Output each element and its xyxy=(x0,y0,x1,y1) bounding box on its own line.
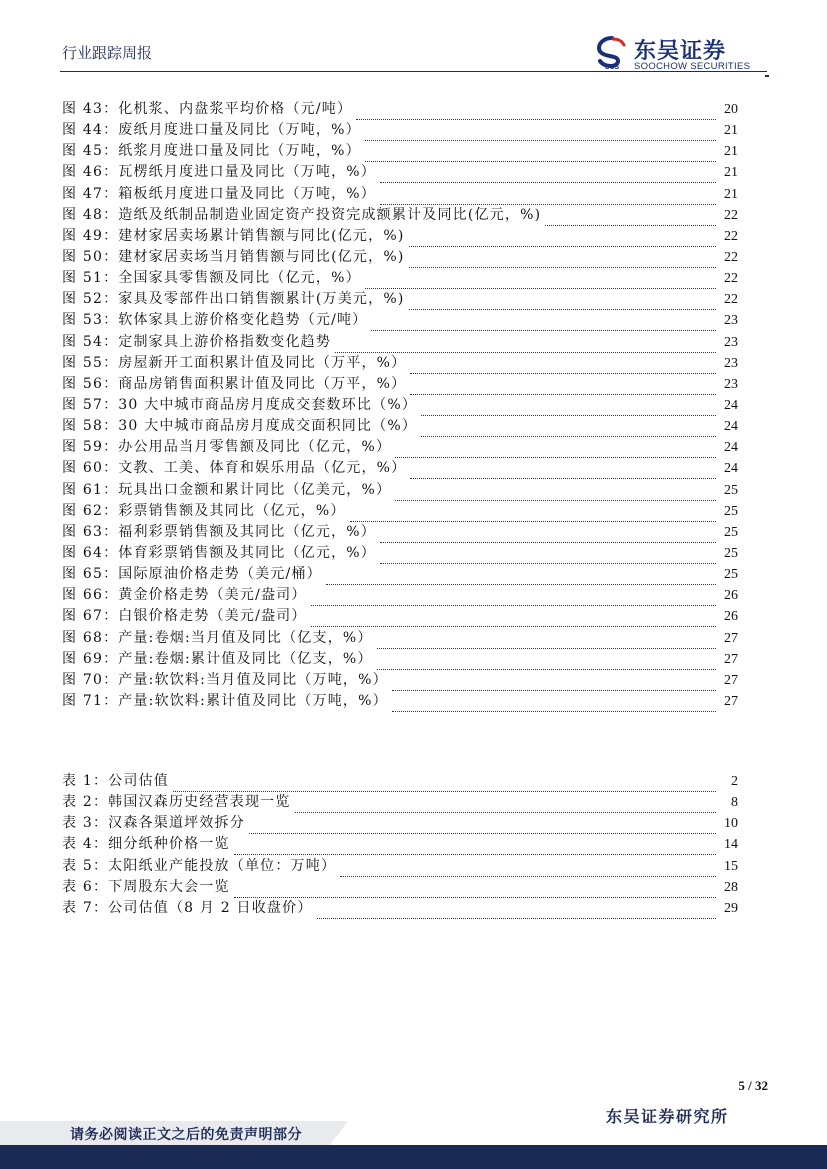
dot-leader xyxy=(380,549,716,564)
toc-table-entry[interactable] xyxy=(62,877,738,898)
toc-figure-entry-page: 23 xyxy=(724,376,738,392)
page-number: 5 / 32 xyxy=(738,1078,768,1093)
toc-figure-entry-label: 图 47：箱板纸月度进口量及同比（万吨，%） xyxy=(62,185,376,202)
toc-figure-entry-page: 22 xyxy=(724,292,738,308)
toc-figure-entry-page: 22 xyxy=(724,271,738,287)
toc-figure-entry-page: 23 xyxy=(724,355,738,371)
toc-figure-entry[interactable] xyxy=(62,226,738,247)
toc-figure-entry-label: 图 61：玩具出口金额和累计同比（亿美元，%） xyxy=(62,481,392,498)
toc-figure-entry-label: 图 48：造纸及纸制品制造业固定资产投资完成额累计及同比(亿元，%) xyxy=(62,206,542,223)
toc-figure-entry-label: 图 71：产量:软饮料:累计值及同比（万吨，%） xyxy=(62,692,388,709)
toc-figure-entry[interactable] xyxy=(62,395,738,416)
dot-leader xyxy=(350,507,716,522)
toc-figure-entry-label: 图 45：纸浆月度进口量及同比（万吨，%） xyxy=(62,143,361,160)
header-mark xyxy=(765,75,769,77)
toc-figure-entry-page: 22 xyxy=(724,207,738,223)
toc-figure-entry-page: 27 xyxy=(724,651,738,667)
dot-leader xyxy=(395,486,716,501)
toc-figure-entry-page: 27 xyxy=(724,630,738,646)
soochow-logo-icon xyxy=(596,36,628,70)
dot-leader xyxy=(335,338,716,353)
toc-figure-entry[interactable] xyxy=(62,141,738,162)
toc-figure-entry-page: 22 xyxy=(724,228,738,244)
toc-figure-entry-page: 26 xyxy=(724,588,738,604)
toc-table-entry-label: 表 5：太阳纸业产能投放（单位：万吨） xyxy=(62,857,337,874)
toc-figure-entry-page: 23 xyxy=(724,334,738,350)
toc-figure-entry-label: 图 64：体育彩票销售额及其同比（亿元，%） xyxy=(62,544,376,561)
toc-table-entry[interactable] xyxy=(62,856,738,877)
toc-figure-entry-label: 图 56：商品房销售面积累计值及同比（万平，%） xyxy=(62,375,407,392)
toc-figure-entry[interactable] xyxy=(62,374,738,395)
dot-leader xyxy=(311,612,716,627)
toc-table-entry-label: 表 6：下周股东大会一览 xyxy=(62,878,230,895)
dot-leader xyxy=(340,862,716,877)
toc-figure-entry-label: 图 50：建材家居卖场当月销售额与同比(亿元，%) xyxy=(62,248,405,265)
toc-figure-entry-label: 图 58：30 大中城市商品房月度成交面积同比（%） xyxy=(62,418,418,435)
toc-figure-entry[interactable] xyxy=(62,458,738,479)
toc-figure-entry-page: 21 xyxy=(724,123,738,139)
dot-leader xyxy=(409,253,717,268)
toc-figure-entry-page: 25 xyxy=(724,567,738,583)
dot-leader xyxy=(365,274,716,289)
dot-leader xyxy=(421,401,716,416)
dot-leader xyxy=(380,528,716,543)
dot-leader xyxy=(380,168,716,183)
toc-figure-entry[interactable] xyxy=(62,268,738,289)
toc-figure-entry[interactable] xyxy=(62,332,738,353)
toc-figure-entry-page: 25 xyxy=(724,503,738,519)
toc-figure-entry[interactable] xyxy=(62,205,738,226)
report-category: 行业跟踪周报 xyxy=(62,44,153,62)
toc-figure-entry-page: 24 xyxy=(724,419,738,435)
toc-figure-entry-page: 21 xyxy=(724,144,738,160)
dot-leader xyxy=(365,126,716,141)
toc-figure-entry-page: 25 xyxy=(724,545,738,561)
toc-figure-entry-label: 图 69：产量:卷烟:累计值及同比（亿支，%） xyxy=(62,650,373,667)
dot-leader xyxy=(365,147,716,162)
dot-leader xyxy=(377,634,716,649)
toc-figure-entry-label: 图 46：瓦楞纸月度进口量及同比（万吨，%） xyxy=(62,164,376,181)
toc-figure-entry-label: 图 43：化机浆、内盘浆平均价格（元/吨） xyxy=(62,101,353,117)
dot-leader xyxy=(410,464,716,479)
toc-figure-entry-label: 图 63：福利彩票销售额及其同比（亿元，%） xyxy=(62,523,376,540)
toc-figure-entry-label: 图 68：产量:卷烟:当月值及同比（亿支，%） xyxy=(62,629,373,646)
toc-figure-entry-label: 图 49：建材家居卖场累计销售额与同比(亿元，%) xyxy=(62,227,405,244)
toc-figure-entry-label: 图 62：彩票销售额及其同比（亿元，%） xyxy=(62,502,346,519)
disclaimer-banner-edge xyxy=(330,1121,348,1145)
header-divider xyxy=(60,71,767,72)
toc-figure-entry-label: 图 51：全国家具零售额及同比（亿元，%） xyxy=(62,270,361,287)
toc-figure-entry-page: 27 xyxy=(724,693,738,709)
toc-table-entry-page: 28 xyxy=(724,879,738,895)
dot-leader xyxy=(392,697,716,712)
toc-figure-entry[interactable] xyxy=(62,310,738,331)
toc-figure-entry[interactable] xyxy=(62,247,738,268)
toc-figure-entry[interactable] xyxy=(62,564,738,585)
toc-figure-entry-label: 图 55：房屋新开工面积累计值及同比（万平，%） xyxy=(62,354,407,371)
toc-table-entry-label: 表 7：公司估值（8 月 2 日收盘价） xyxy=(62,899,313,916)
toc-figure-entry[interactable] xyxy=(62,543,738,564)
dot-leader xyxy=(377,655,716,670)
toc-figure-entry-label: 图 53：软体家具上游价格变化趋势（元/吨） xyxy=(62,312,368,329)
toc-figure-entry-label: 图 59：办公用品当月零售额及同比（亿元，%） xyxy=(62,439,392,456)
toc-figure-entry-page: 25 xyxy=(724,524,738,540)
footer-bar xyxy=(0,1145,827,1169)
toc-figure-entry[interactable] xyxy=(62,522,738,543)
dot-leader xyxy=(295,798,716,813)
dot-leader xyxy=(545,211,716,226)
toc-figure-entry[interactable] xyxy=(62,416,738,437)
brand-name: 东吴证券 xyxy=(634,39,727,64)
toc-figure-entry-page: 23 xyxy=(724,313,738,329)
dot-leader xyxy=(249,819,716,834)
logo-mark-text: SCS xyxy=(604,64,620,70)
toc-table-entry-label: 表 4：细分纸种价格一览 xyxy=(62,836,230,853)
toc-figure-entry[interactable] xyxy=(62,628,738,649)
toc-figure-entry-page: 24 xyxy=(724,461,738,477)
toc-table-entry-page: 10 xyxy=(724,816,738,832)
dot-leader xyxy=(234,840,716,855)
toc-figure-entry[interactable] xyxy=(62,501,738,522)
toc-figure-entry[interactable] xyxy=(62,353,738,374)
dot-leader xyxy=(395,443,716,458)
dot-leader xyxy=(392,676,716,691)
toc-table-entry-label: 表 1：公司估值 xyxy=(62,773,169,789)
toc-figure-entry[interactable] xyxy=(62,184,738,205)
toc-figure-entry-label: 图 44：废纸月度进口量及同比（万吨，%） xyxy=(62,122,361,139)
dot-leader xyxy=(317,904,716,919)
toc-figure-entry-page: 20 xyxy=(724,102,738,117)
toc-table-entry-page: 29 xyxy=(724,900,738,916)
dot-leader xyxy=(234,883,716,898)
toc-table-entry[interactable] xyxy=(62,771,738,792)
toc-figure-entry-label: 图 60：文教、工美、体育和娱乐用品（亿元，%） xyxy=(62,460,407,477)
toc-figure-entry[interactable] xyxy=(62,120,738,141)
toc-figure-entry-page: 24 xyxy=(724,440,738,456)
toc-figure-entry-label: 图 54：定制家具上游价格指数变化趋势 xyxy=(62,333,332,350)
dot-leader xyxy=(371,316,716,331)
toc-figure-entry-label: 图 66：黄金价格走势（美元/盎司） xyxy=(62,587,307,604)
toc-figure-entry-page: 22 xyxy=(724,249,738,265)
toc-table-entry[interactable] xyxy=(62,898,738,919)
dot-leader xyxy=(409,232,717,247)
dot-leader xyxy=(410,380,716,395)
dot-leader xyxy=(380,190,716,205)
brand-logo xyxy=(596,36,768,72)
toc-figure-entry-page: 27 xyxy=(724,672,738,688)
toc-figure-entry-label: 图 52：家具及零部件出口销售额累计(万美元，%) xyxy=(62,291,405,308)
toc-figure-entry-label: 图 67：白银价格走势（美元/盎司） xyxy=(62,608,307,625)
toc-figure-entry[interactable] xyxy=(62,289,738,310)
toc-figure-entry[interactable] xyxy=(62,691,738,712)
toc-figure-entry[interactable] xyxy=(62,162,738,183)
toc-table-entry-page: 15 xyxy=(724,858,738,874)
toc-figure-entry[interactable] xyxy=(62,480,738,501)
figure-index xyxy=(62,99,738,712)
toc-figure-entry[interactable] xyxy=(62,585,738,606)
toc-table-entry[interactable] xyxy=(62,834,738,855)
disclaimer-banner xyxy=(0,1121,330,1145)
dot-leader xyxy=(409,295,717,310)
disclaimer-text: 请务必阅读正文之后的免责声明部分 xyxy=(70,1127,302,1143)
brand-name-en: SOOCHOW SECURITIES xyxy=(634,61,751,72)
toc-table-entry[interactable] xyxy=(62,792,738,813)
toc-table-entry-label: 表 2：韩国汉森历史经营表现一览 xyxy=(62,794,291,811)
dot-leader xyxy=(173,777,716,792)
table-index xyxy=(62,771,738,919)
toc-table-entry-page: 2 xyxy=(731,774,738,789)
toc-table-entry-page: 14 xyxy=(724,837,738,853)
dot-leader xyxy=(311,591,716,606)
toc-table-entry-page: 8 xyxy=(731,795,738,811)
toc-figure-entry[interactable] xyxy=(62,670,738,691)
toc-figure-entry-label: 图 65：国际原油价格走势（美元/桶） xyxy=(62,566,322,583)
dot-leader xyxy=(410,359,716,374)
toc-figure-entry[interactable] xyxy=(62,99,738,120)
dot-leader xyxy=(421,422,716,437)
toc-figure-entry[interactable] xyxy=(62,606,738,627)
toc-figure-entry-label: 图 70：产量:软饮料:当月值及同比（万吨，%） xyxy=(62,671,388,688)
toc-figure-entry[interactable] xyxy=(62,437,738,458)
toc-table-entry-label: 表 3：汉森各渠道坪效拆分 xyxy=(62,815,245,832)
toc-figure-entry-page: 25 xyxy=(724,482,738,498)
toc-figure-entry-page: 21 xyxy=(724,165,738,181)
toc-figure-entry-page: 21 xyxy=(724,186,738,202)
toc-figure-entry-page: 24 xyxy=(724,397,738,413)
toc-figure-entry-page: 26 xyxy=(724,609,738,625)
dot-leader xyxy=(356,105,716,120)
toc-figure-entry[interactable] xyxy=(62,649,738,670)
dot-leader xyxy=(326,570,716,585)
toc-table-entry[interactable] xyxy=(62,813,738,834)
toc-figure-entry-label: 图 57：30 大中城市商品房月度成交套数环比（%） xyxy=(62,396,418,413)
footer-brand: 东吴证券研究所 xyxy=(606,1107,729,1126)
